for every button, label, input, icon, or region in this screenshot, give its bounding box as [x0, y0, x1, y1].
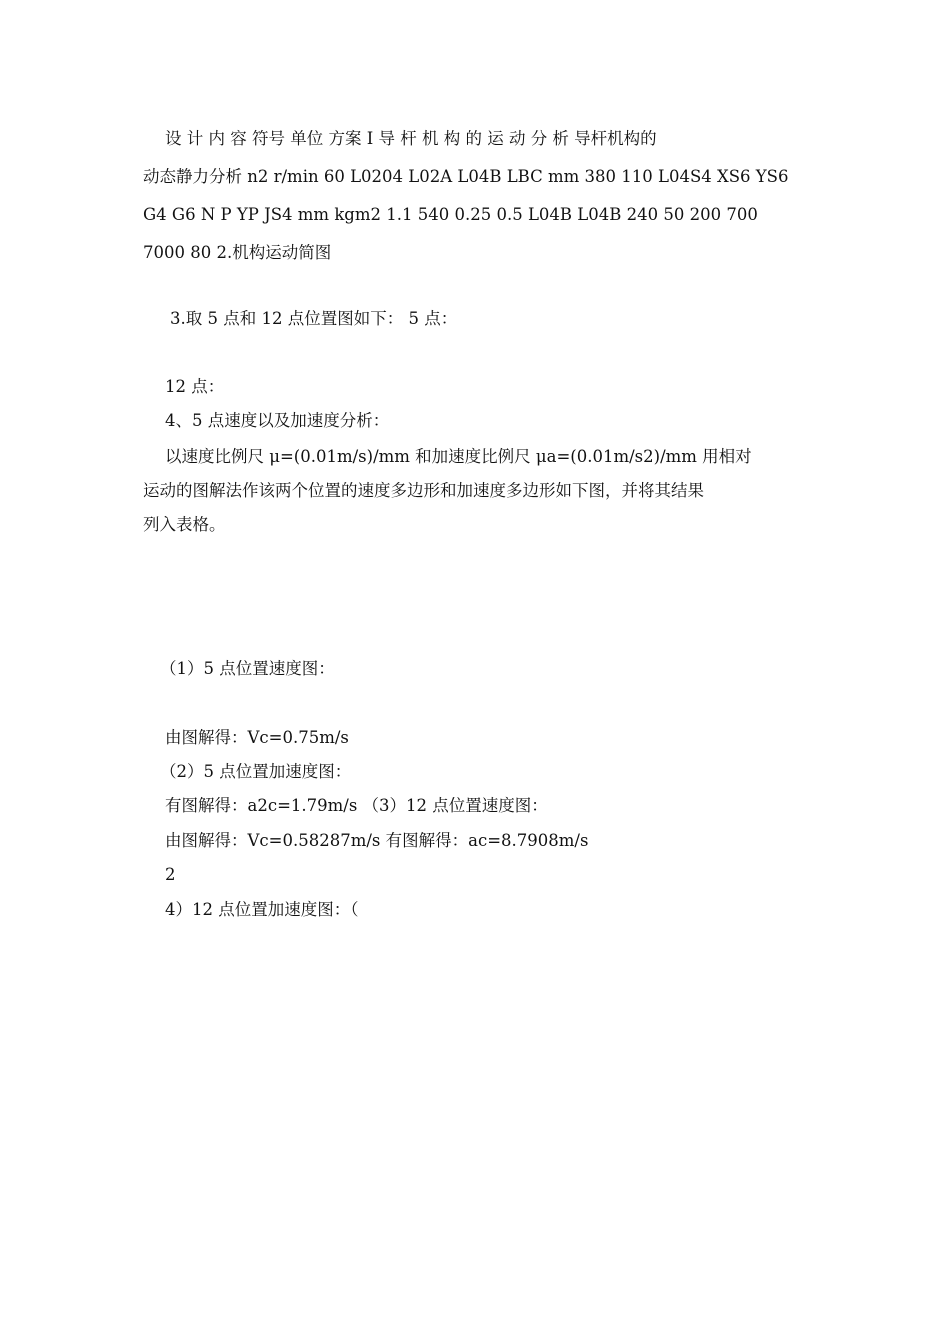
section-4-heading: 4、5 点速度以及加速度分析： — [165, 411, 390, 430]
item-4-acceleration-diagram-12: 4）12 点位置加速度图：（ — [165, 900, 359, 919]
paragraph-line: 运动的图解法作该两个位置的速度多边形和加速度多边形如下图，并将其结果 — [143, 481, 704, 500]
unit-superscript: 2 — [165, 865, 176, 884]
result-2-and-item-3: 有图解得：a2c=1.79m/s （3）12 点位置速度图： — [165, 796, 548, 815]
result-1: 由图解得：Vc=0.75m/s — [165, 728, 349, 747]
paragraph-line: 列入表格。 — [143, 515, 226, 534]
paragraph-line: 动态静力分析 n2 r/min 60 L0204 L02A L04B LBC mm 380 110 L04S4 XS6 YS6 — [143, 167, 789, 186]
paragraph-line: 以速度比例尺 μ=(0.01m/s)/mm 和加速度比例尺 μa=(0.01m/s2)/mm 用相对 — [165, 447, 752, 466]
positions-heading: 3.取 5 点和 12 点位置图如下： 5 点： — [170, 309, 458, 328]
design-parameters-paragraph — [143, 120, 813, 272]
method-paragraph — [143, 440, 813, 542]
item-1-velocity-diagram-5: （1）5 点位置速度图： — [160, 659, 335, 678]
item-2-acceleration-diagram-5: （2）5 点位置加速度图： — [160, 762, 352, 781]
paragraph-line: 7000 80 2.机构运动简图 — [143, 243, 332, 262]
paragraph-line: G4 G6 N P YP JS4 mm kgm2 1.1 540 0.25 0.5 L04B L04B 240 50 200 700 — [143, 205, 758, 224]
paragraph-line: 设 计 内 容 符号 单位 方案 Ⅰ 导 杆 机 构 的 运 动 分 析 导杆机构的 — [165, 129, 657, 148]
point-12-label: 12 点： — [165, 377, 225, 396]
result-3-and-result-4: 由图解得：Vc=0.58287m/s 有图解得：ac=8.7908m/s — [165, 831, 589, 850]
